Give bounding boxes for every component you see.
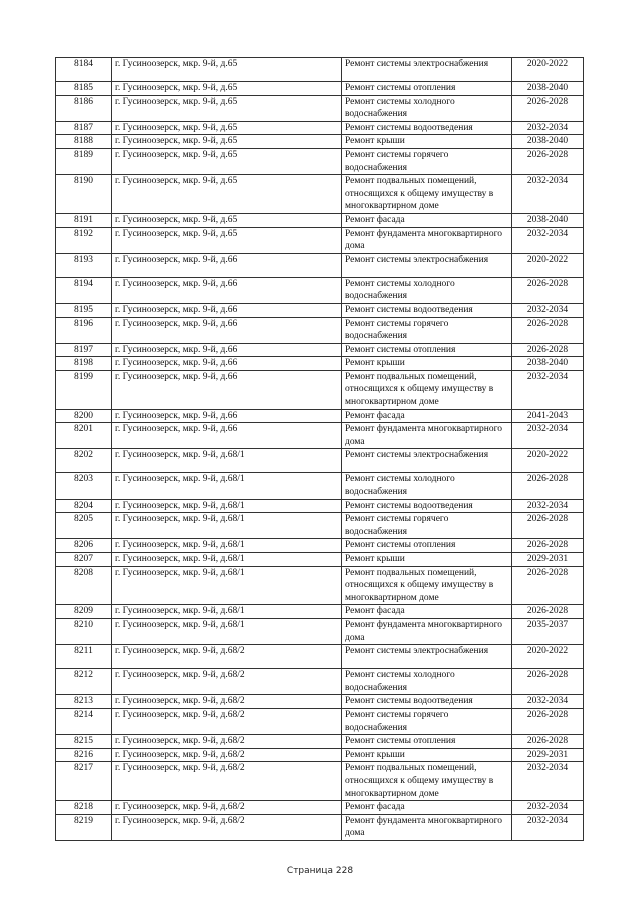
row-number: 8216 <box>56 748 112 762</box>
row-number: 8195 <box>56 303 112 317</box>
row-address: г. Гусиноозерск, мкр. 9-й, д.68/2 <box>112 814 342 840</box>
table-row <box>56 213 584 227</box>
table-row <box>56 135 584 149</box>
row-address: г. Гусиноозерск, мкр. 9-й, д.66 <box>112 317 342 343</box>
row-work-type: Ремонт фасада <box>342 605 512 619</box>
row-address: г. Гусиноозерск, мкр. 9-й, д.66 <box>112 423 342 449</box>
row-work-type: Ремонт крыши <box>342 748 512 762</box>
row-number: 8214 <box>56 708 112 734</box>
row-number: 8184 <box>56 58 112 82</box>
row-number: 8191 <box>56 213 112 227</box>
row-period: 2032-2034 <box>512 801 584 815</box>
row-work-type: Ремонт системы отопления <box>342 343 512 357</box>
row-work-type: Ремонт системы водоотведения <box>342 499 512 513</box>
table-row <box>56 357 584 371</box>
row-number: 8212 <box>56 669 112 695</box>
row-number: 8198 <box>56 357 112 371</box>
table-row <box>56 303 584 317</box>
row-number: 8204 <box>56 499 112 513</box>
table-row <box>56 814 584 840</box>
row-number: 8219 <box>56 814 112 840</box>
row-period: 2032-2034 <box>512 499 584 513</box>
row-period: 2041-2043 <box>512 409 584 423</box>
row-work-type: Ремонт фасада <box>342 213 512 227</box>
row-number: 8207 <box>56 553 112 567</box>
row-address: г. Гусиноозерск, мкр. 9-й, д.66 <box>112 343 342 357</box>
row-period: 2032-2034 <box>512 695 584 709</box>
row-number: 8197 <box>56 343 112 357</box>
row-work-type: Ремонт системы водоотведения <box>342 303 512 317</box>
row-work-type: Ремонт системы холодного водоснабжения <box>342 473 512 499</box>
row-period: 2020-2022 <box>512 645 584 669</box>
table-body <box>56 58 584 841</box>
row-number: 8210 <box>56 618 112 644</box>
row-address: г. Гусиноозерск, мкр. 9-й, д.68/1 <box>112 566 342 605</box>
table-row <box>56 566 584 605</box>
table-row <box>56 423 584 449</box>
row-period: 2032-2034 <box>512 814 584 840</box>
table-row <box>56 449 584 473</box>
row-number: 8211 <box>56 645 112 669</box>
row-number: 8189 <box>56 148 112 174</box>
row-period: 2026-2028 <box>512 669 584 695</box>
row-period: 2026-2028 <box>512 539 584 553</box>
row-work-type: Ремонт системы холодного водоснабжения <box>342 669 512 695</box>
row-work-type: Ремонт подвальных помещений, относящихся к общему имуществу в многоквартирном доме <box>342 175 512 214</box>
row-period: 2026-2028 <box>512 605 584 619</box>
row-period: 2026-2028 <box>512 317 584 343</box>
row-work-type: Ремонт системы электроснабжения <box>342 58 512 82</box>
row-work-type: Ремонт системы холодного водоснабжения <box>342 277 512 303</box>
row-period: 2032-2034 <box>512 175 584 214</box>
row-address: г. Гусиноозерск, мкр. 9-й, д.68/2 <box>112 735 342 749</box>
row-period: 2032-2034 <box>512 423 584 449</box>
row-work-type: Ремонт крыши <box>342 357 512 371</box>
table-row <box>56 618 584 644</box>
row-work-type: Ремонт системы отопления <box>342 82 512 96</box>
table-row <box>56 148 584 174</box>
row-address: г. Гусиноозерск, мкр. 9-й, д.65 <box>112 213 342 227</box>
row-number: 8199 <box>56 370 112 409</box>
row-work-type: Ремонт системы горячего водоснабжения <box>342 317 512 343</box>
row-work-type: Ремонт фундамента многоквартирного дома <box>342 814 512 840</box>
row-address: г. Гусиноозерск, мкр. 9-й, д.68/2 <box>112 762 342 801</box>
row-work-type: Ремонт системы горячего водоснабжения <box>342 708 512 734</box>
row-work-type: Ремонт системы электроснабжения <box>342 253 512 277</box>
row-number: 8201 <box>56 423 112 449</box>
row-period: 2020-2022 <box>512 449 584 473</box>
row-address: г. Гусиноозерск, мкр. 9-й, д.65 <box>112 227 342 253</box>
row-work-type: Ремонт системы водоотведения <box>342 695 512 709</box>
row-work-type: Ремонт системы отопления <box>342 735 512 749</box>
page-footer <box>0 866 640 876</box>
row-work-type: Ремонт системы горячего водоснабжения <box>342 513 512 539</box>
row-address: г. Гусиноозерск, мкр. 9-й, д.68/1 <box>112 553 342 567</box>
row-address: г. Гусиноозерск, мкр. 9-й, д.65 <box>112 175 342 214</box>
row-address: г. Гусиноозерск, мкр. 9-й, д.65 <box>112 58 342 82</box>
row-address: г. Гусиноозерск, мкр. 9-й, д.66 <box>112 277 342 303</box>
row-work-type: Ремонт системы горячего водоснабжения <box>342 148 512 174</box>
row-period: 2029-2031 <box>512 748 584 762</box>
table-row <box>56 317 584 343</box>
row-number: 8193 <box>56 253 112 277</box>
row-period: 2026-2028 <box>512 343 584 357</box>
page-number: Страница 228 <box>286 866 354 876</box>
table-row <box>56 513 584 539</box>
row-address: г. Гусиноозерск, мкр. 9-й, д.68/2 <box>112 801 342 815</box>
row-address: г. Гусиноозерск, мкр. 9-й, д.68/1 <box>112 539 342 553</box>
row-period: 2026-2028 <box>512 566 584 605</box>
table-row <box>56 343 584 357</box>
row-period: 2032-2034 <box>512 303 584 317</box>
row-number: 8209 <box>56 605 112 619</box>
table-row <box>56 82 584 96</box>
row-period: 2038-2040 <box>512 213 584 227</box>
table-row <box>56 735 584 749</box>
row-work-type: Ремонт крыши <box>342 553 512 567</box>
row-period: 2032-2034 <box>512 370 584 409</box>
table-row <box>56 669 584 695</box>
row-work-type: Ремонт фасада <box>342 801 512 815</box>
table-row <box>56 748 584 762</box>
row-number: 8215 <box>56 735 112 749</box>
row-period: 2032-2034 <box>512 227 584 253</box>
table-row <box>56 499 584 513</box>
row-work-type: Ремонт фундамента многоквартирного дома <box>342 423 512 449</box>
row-work-type: Ремонт системы отопления <box>342 539 512 553</box>
row-number: 8202 <box>56 449 112 473</box>
row-address: г. Гусиноозерск, мкр. 9-й, д.65 <box>112 135 342 149</box>
row-work-type: Ремонт фундамента многоквартирного дома <box>342 618 512 644</box>
row-number: 8206 <box>56 539 112 553</box>
table-row <box>56 121 584 135</box>
row-number: 8217 <box>56 762 112 801</box>
table-row <box>56 645 584 669</box>
table-row <box>56 175 584 214</box>
row-address: г. Гусиноозерск, мкр. 9-й, д.68/2 <box>112 669 342 695</box>
row-period: 2032-2034 <box>512 121 584 135</box>
row-address: г. Гусиноозерск, мкр. 9-й, д.68/2 <box>112 708 342 734</box>
row-address: г. Гусиноозерск, мкр. 9-й, д.66 <box>112 303 342 317</box>
row-period: 2032-2034 <box>512 762 584 801</box>
row-number: 8188 <box>56 135 112 149</box>
row-period: 2026-2028 <box>512 148 584 174</box>
row-address: г. Гусиноозерск, мкр. 9-й, д.68/1 <box>112 499 342 513</box>
row-number: 8205 <box>56 513 112 539</box>
table-row <box>56 370 584 409</box>
row-period: 2026-2028 <box>512 735 584 749</box>
row-address: г. Гусиноозерск, мкр. 9-й, д.68/2 <box>112 748 342 762</box>
table-row <box>56 253 584 277</box>
row-work-type: Ремонт подвальных помещений, относящихся к общему имуществу в многоквартирном доме <box>342 370 512 409</box>
table-row <box>56 539 584 553</box>
row-address: г. Гусиноозерск, мкр. 9-й, д.68/1 <box>112 513 342 539</box>
row-address: г. Гусиноозерск, мкр. 9-й, д.65 <box>112 82 342 96</box>
row-period: 2020-2022 <box>512 253 584 277</box>
row-address: г. Гусиноозерск, мкр. 9-й, д.68/2 <box>112 695 342 709</box>
row-work-type: Ремонт системы электроснабжения <box>342 645 512 669</box>
row-work-type: Ремонт подвальных помещений, относящихся к общему имуществу в многоквартирном доме <box>342 566 512 605</box>
row-period: 2026-2028 <box>512 473 584 499</box>
row-number: 8185 <box>56 82 112 96</box>
row-number: 8194 <box>56 277 112 303</box>
row-address: г. Гусиноозерск, мкр. 9-й, д.65 <box>112 148 342 174</box>
row-period: 2035-2037 <box>512 618 584 644</box>
table-row <box>56 553 584 567</box>
row-address: г. Гусиноозерск, мкр. 9-й, д.68/1 <box>112 473 342 499</box>
row-period: 2038-2040 <box>512 357 584 371</box>
row-period: 2038-2040 <box>512 82 584 96</box>
row-period: 2038-2040 <box>512 135 584 149</box>
row-number: 8208 <box>56 566 112 605</box>
row-work-type: Ремонт подвальных помещений, относящихся к общему имуществу в многоквартирном доме <box>342 762 512 801</box>
table-row <box>56 227 584 253</box>
table-row <box>56 95 584 121</box>
row-period: 2029-2031 <box>512 553 584 567</box>
row-work-type: Ремонт системы электроснабжения <box>342 449 512 473</box>
row-address: г. Гусиноозерск, мкр. 9-й, д.68/1 <box>112 449 342 473</box>
row-number: 8218 <box>56 801 112 815</box>
row-number: 8213 <box>56 695 112 709</box>
row-work-type: Ремонт системы водоотведения <box>342 121 512 135</box>
table-row <box>56 277 584 303</box>
row-period: 2026-2028 <box>512 277 584 303</box>
row-address: г. Гусиноозерск, мкр. 9-й, д.65 <box>112 121 342 135</box>
row-address: г. Гусиноозерск, мкр. 9-й, д.68/2 <box>112 645 342 669</box>
row-number: 8203 <box>56 473 112 499</box>
row-address: г. Гусиноозерск, мкр. 9-й, д.65 <box>112 95 342 121</box>
row-address: г. Гусиноозерск, мкр. 9-й, д.66 <box>112 357 342 371</box>
row-address: г. Гусиноозерск, мкр. 9-й, д.66 <box>112 409 342 423</box>
row-work-type: Ремонт крыши <box>342 135 512 149</box>
table-row <box>56 409 584 423</box>
row-period: 2026-2028 <box>512 513 584 539</box>
row-work-type: Ремонт системы холодного водоснабжения <box>342 95 512 121</box>
row-period: 2026-2028 <box>512 95 584 121</box>
table-row <box>56 605 584 619</box>
row-number: 8196 <box>56 317 112 343</box>
row-number: 8187 <box>56 121 112 135</box>
works-table <box>55 57 584 841</box>
table-row <box>56 708 584 734</box>
table-row <box>56 801 584 815</box>
table-row <box>56 473 584 499</box>
table-row <box>56 695 584 709</box>
row-address: г. Гусиноозерск, мкр. 9-й, д.68/1 <box>112 605 342 619</box>
row-work-type: Ремонт фасада <box>342 409 512 423</box>
row-number: 8192 <box>56 227 112 253</box>
row-address: г. Гусиноозерск, мкр. 9-й, д.68/1 <box>112 618 342 644</box>
row-number: 8186 <box>56 95 112 121</box>
row-number: 8200 <box>56 409 112 423</box>
row-period: 2020-2022 <box>512 58 584 82</box>
table-row <box>56 58 584 82</box>
row-address: г. Гусиноозерск, мкр. 9-й, д.66 <box>112 253 342 277</box>
row-address: г. Гусиноозерск, мкр. 9-й, д.66 <box>112 370 342 409</box>
row-number: 8190 <box>56 175 112 214</box>
row-period: 2026-2028 <box>512 708 584 734</box>
row-work-type: Ремонт фундамента многоквартирного дома <box>342 227 512 253</box>
table-row <box>56 762 584 801</box>
